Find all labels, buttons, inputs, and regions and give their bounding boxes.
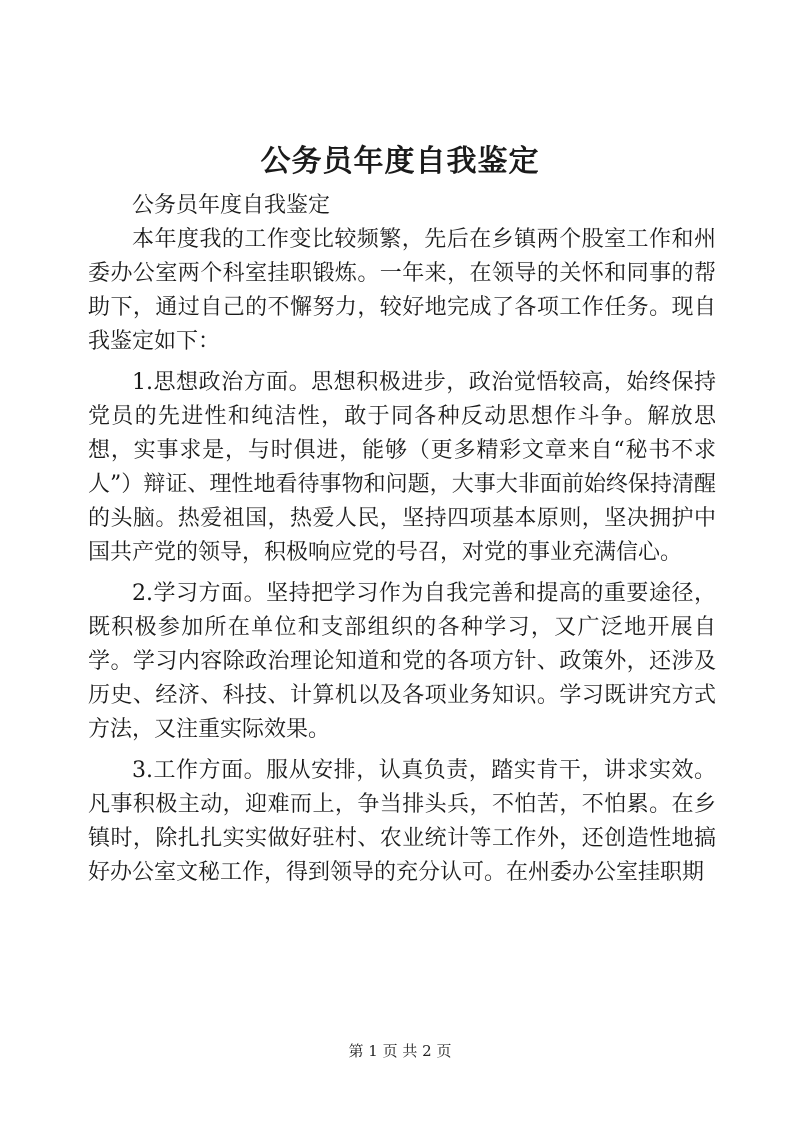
paragraph-political: 1.思想政治方面。思想积极进步，政治觉悟较高，始终保持党员的先进性和纯洁性，敢于同各种反动思想作斗争。解放思想，实事求是，与时俱进，能够（更多精彩文章来自“秘书不求人”）辩证、理性地看待事物和问题，大事大非面前始终保持清醒的头脑。热爱祖国，热爱人民，坚持四项基本原则，坚决拥护中国共产党的领导，积极响应党的号召，对党的事业充满信心。 bbox=[88, 370, 716, 565]
document-body bbox=[88, 189, 716, 890]
paragraph-intro: 本年度我的工作变比较频繁，先后在乡镇两个股室工作和州委办公室两个科室挂职锻炼。一年来，在领导的关怀和同事的帮助下，通过自己的不懈努力，较好地完成了各项工作任务。现自我鉴定如下： bbox=[88, 227, 716, 354]
page-number-footer: 第 1 页 共 2 页 bbox=[348, 1042, 452, 1060]
paragraph-work: 3.工作方面。服从安排，认真负责，踏实肯干，讲求实效。凡事积极主动，迎难而上，争当排头兵，不怕苦，不怕累。在乡镇时，除扎扎实实做好驻村、农业统计等工作外，还创造性地搞好办公室文秘工作，得到领导的充分认可。在州委办公室挂职期 bbox=[88, 758, 716, 885]
paragraph-subtitle: 公务员年度自我鉴定 bbox=[132, 193, 331, 218]
paragraph-study: 2.学习方面。坚持把学习作为自我完善和提高的重要途径，既积极参加所在单位和支部组织的各种学习，又广泛地开展自学。学习内容除政治理论知道和党的各项方针、政策外，还涉及历史、经济、科技、计算机以及各项业务知识。学习既讲究方式方法，又注重实际效果。 bbox=[88, 581, 716, 742]
document-title: 公务员年度自我鉴定 bbox=[260, 144, 540, 179]
